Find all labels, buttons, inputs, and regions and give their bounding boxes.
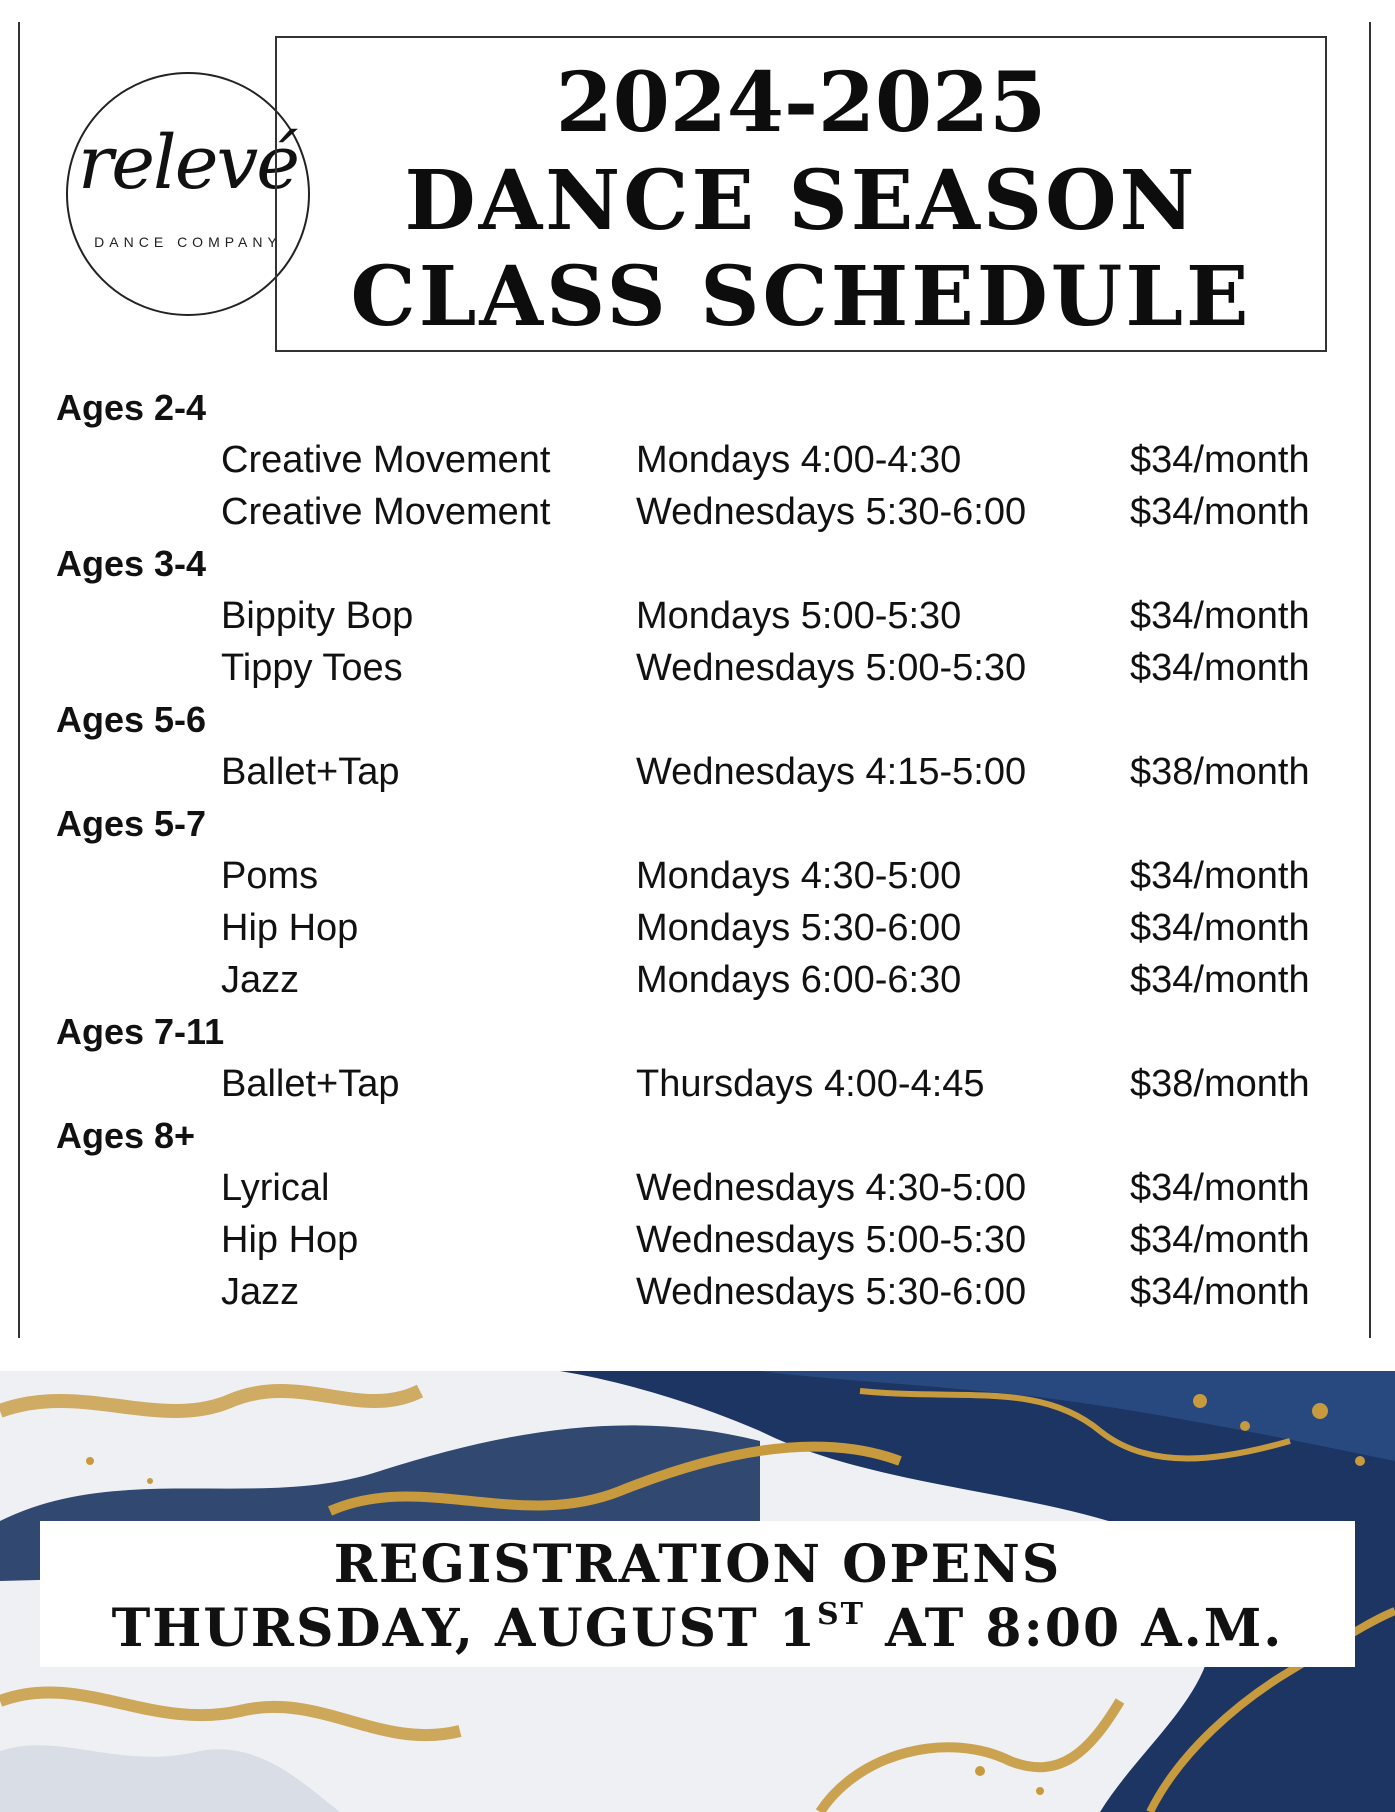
class-price: $34/month — [1130, 907, 1310, 949]
class-price: $34/month — [1130, 1219, 1310, 1261]
class-name: Jazz — [221, 1271, 300, 1313]
class-name: Ballet+Tap — [221, 1063, 400, 1105]
class-price: $34/month — [1130, 647, 1310, 689]
class-name: Lyrical — [221, 1167, 330, 1209]
class-price: $34/month — [1130, 855, 1310, 897]
class-price: $38/month — [1130, 1063, 1310, 1105]
class-time: Wednesdays 5:30-6:00 — [636, 491, 1027, 533]
class-row — [0, 850, 1395, 902]
registration-date-time: AT 8:00 A.M. — [865, 1598, 1284, 1659]
class-row — [0, 902, 1395, 954]
class-time: Wednesdays 5:00-5:30 — [636, 647, 1027, 689]
class-price: $34/month — [1130, 439, 1310, 481]
class-row — [0, 1058, 1395, 1110]
class-time: Mondays 5:30-6:00 — [636, 907, 962, 949]
class-time: Mondays 4:30-5:00 — [636, 855, 962, 897]
class-name: Tippy Toes — [221, 647, 403, 689]
company-logo — [66, 72, 310, 316]
class-time: Wednesdays 5:30-6:00 — [636, 1271, 1027, 1313]
age-group-heading: Ages 7-11 — [56, 1011, 225, 1052]
class-name: Bippity Bop — [221, 595, 414, 637]
class-row — [0, 434, 1395, 486]
title-box — [275, 36, 1327, 352]
class-price: $34/month — [1130, 491, 1310, 533]
class-time: Thursdays 4:00-4:45 — [636, 1063, 985, 1105]
title-class-schedule: CLASS SCHEDULE — [350, 249, 1252, 345]
class-price: $34/month — [1130, 959, 1310, 1001]
class-price: $34/month — [1130, 1167, 1310, 1209]
age-group-heading: Ages 5-7 — [56, 803, 207, 844]
class-price: $38/month — [1130, 751, 1310, 793]
class-row — [0, 590, 1395, 642]
registration-date-main: THURSDAY, AUGUST 1 — [111, 1598, 818, 1659]
class-row — [0, 1266, 1395, 1318]
age-group-heading: Ages 2-4 — [56, 387, 207, 428]
class-time: Mondays 6:00-6:30 — [636, 959, 962, 1001]
class-row — [0, 954, 1395, 1006]
class-name: Ballet+Tap — [221, 751, 400, 793]
class-name: Hip Hop — [221, 907, 359, 949]
registration-date-ordinal: ST — [817, 1597, 866, 1632]
class-row — [0, 486, 1395, 538]
class-row — [0, 1214, 1395, 1266]
title-season-years: 2024-2025 — [555, 55, 1047, 151]
class-price: $34/month — [1130, 595, 1310, 637]
class-name: Hip Hop — [221, 1219, 359, 1261]
registration-opens-text: REGISTRATION OPENS — [333, 1534, 1062, 1595]
class-time: Mondays 5:00-5:30 — [636, 595, 962, 637]
class-name: Jazz — [221, 959, 300, 1001]
age-group-heading: Ages 3-4 — [56, 543, 207, 584]
class-time: Wednesdays 5:00-5:30 — [636, 1219, 1027, 1261]
class-row — [0, 1162, 1395, 1214]
class-schedule — [0, 382, 1395, 1318]
class-row — [0, 642, 1395, 694]
class-time: Mondays 4:00-4:30 — [636, 439, 962, 481]
age-group-heading: Ages 5-6 — [56, 699, 207, 740]
registration-box — [40, 1521, 1355, 1667]
class-name: Poms — [221, 855, 319, 897]
class-time: Wednesdays 4:30-5:00 — [636, 1167, 1027, 1209]
title-dance-season: DANCE SEASON — [404, 153, 1198, 249]
class-name: Creative Movement — [221, 491, 551, 533]
class-name: Creative Movement — [221, 439, 551, 481]
class-price: $34/month — [1130, 1271, 1310, 1313]
age-group-heading: Ages 8+ — [56, 1115, 196, 1156]
class-time: Wednesdays 4:15-5:00 — [636, 751, 1027, 793]
registration-date-text — [40, 1597, 1355, 1659]
class-row — [0, 746, 1395, 798]
logo-subtitle: DANCE COMPANY — [94, 234, 282, 250]
logo-script-text: relevé — [77, 120, 299, 206]
